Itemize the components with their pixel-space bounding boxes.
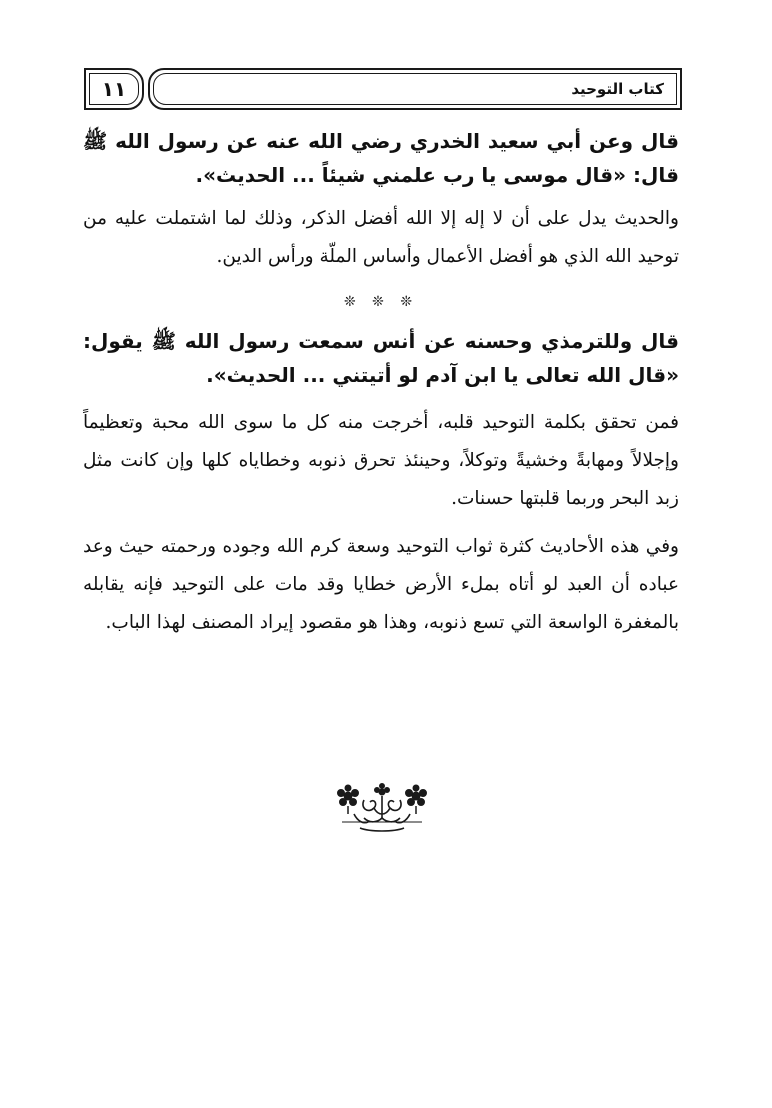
hadith-quote-1: قال وعن أبي سعيد الخدري رضي الله عنه عن رسول الله ﷺ قال: «قال موسى يا رب علمني شيئاً ... الحديث».: [83, 129, 679, 187]
page-number-inner-frame: [89, 73, 139, 105]
commentary-paragraph-1: والحديث يدل على أن لا إله إلا الله أفضل الذكر، وذلك لما اشتملت عليه من توحيد الله الذي هو أفضل الأعمال وأساس الملّة ورأس الدين.: [83, 208, 679, 267]
running-header-inner-frame: [153, 73, 677, 105]
hadith-quote-2: قال وللترمذي وحسنه عن أنس سمعت رسول الله ﷺ يقول: «قال الله تعالى يا ابن آدم لو أتيتني ... الحديث».: [83, 329, 679, 387]
running-header: [148, 68, 682, 110]
book-title: كتاب التوحيد: [571, 80, 664, 98]
commentary-paragraph-3: وفي هذه الأحاديث كثرة ثواب التوحيد وسعة كرم الله وجوده ورحمته حيث وعد عباده أن العبد لو أتاه بملء الأرض خطايا وقد مات على التوحيد فإنه يقابله بالمغفرة الواسعة التي تسع ذنوبه، وهذا هو مقصود إيراد المصنف لهذا الباب.: [83, 536, 679, 633]
page-number: ١١: [101, 77, 127, 101]
page-number-box: [84, 68, 144, 110]
commentary-paragraph-2: فمن تحقق بكلمة التوحيد قلبه، أخرجت منه كل ما سوى الله محبة وتعظيماً وإجلالاً ومهابةً وخشيةً وتوكلاً، وحينئذ تحرق ذنوبه وخطاياه كلها وإن كانت مثل زبد البحر وربما قلبتها حسنات.: [83, 412, 679, 509]
section-separator: ❊ ❊ ❊: [343, 294, 419, 310]
page-body: [83, 120, 679, 642]
floral-ornament-icon: [334, 778, 430, 834]
